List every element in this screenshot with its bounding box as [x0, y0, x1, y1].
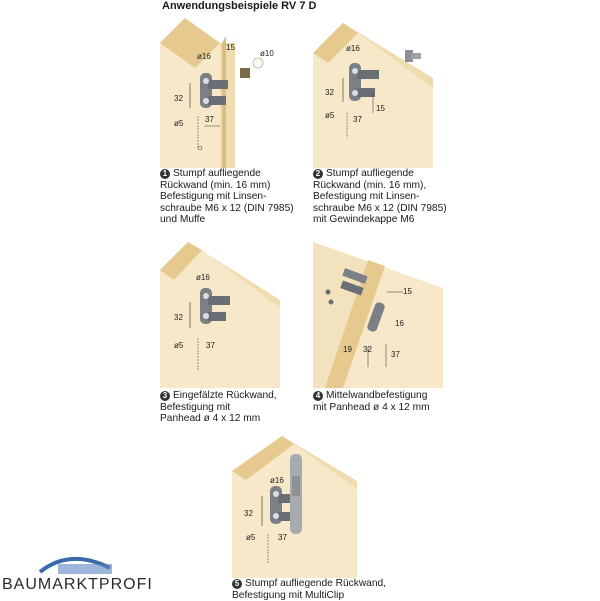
- example-4-illustration: [313, 242, 443, 388]
- caption-line: Rückwand (min. 16 mm): [160, 179, 271, 191]
- dim-hole: ø5: [174, 341, 184, 350]
- caption-line: Befestigung mit Linsen-: [313, 191, 420, 203]
- caption-line: Stumpf aufliegende: [173, 168, 261, 179]
- caption-line: schraube M6 x 12 (DIN 7985): [160, 202, 294, 214]
- baumarktprofi-logo: [0, 540, 170, 600]
- dim-top-diameter: ø16: [270, 476, 284, 485]
- dim-offset: 15: [403, 287, 412, 296]
- example-4-number: 4: [313, 391, 323, 401]
- example-1-illustration: [160, 18, 305, 168]
- dim-height: 32: [325, 88, 334, 97]
- caption-line: Rückwand (min. 16 mm),: [313, 179, 427, 191]
- caption-line: Mittelwandbefestigung: [326, 390, 428, 401]
- example-1-number: 1: [160, 169, 170, 179]
- example-2-caption: [313, 168, 463, 226]
- caption-line: Befestigung mit MultiClip: [232, 589, 345, 601]
- caption-line: Befestigung mit Linsen-: [160, 191, 267, 203]
- caption-line: Panhead ø 4 x 12 mm: [160, 413, 261, 425]
- logo-arc-icon: [0, 540, 170, 580]
- dim-top-diameter: ø16: [346, 44, 360, 53]
- dim-spacing: 37: [391, 350, 400, 359]
- dim-top-offset: 15: [226, 43, 235, 52]
- dim-hole: ø5: [246, 533, 256, 542]
- caption-line: Stumpf aufliegende: [326, 168, 414, 179]
- dim-wall: 19: [343, 345, 352, 354]
- example-5-number: 5: [232, 579, 242, 589]
- dim-top-diameter: ø16: [196, 273, 210, 282]
- example-4-caption: [313, 390, 463, 413]
- dim-spacing: 37: [353, 115, 362, 124]
- example-2-illustration: [313, 18, 448, 168]
- dim-height: 32: [174, 94, 183, 103]
- example-5-caption: [232, 578, 432, 601]
- example-2-number: 2: [313, 169, 323, 179]
- example-5-illustration: [232, 436, 362, 578]
- caption-line: Stumpf aufliegende Rückwand,: [245, 578, 387, 589]
- page-title: Anwendungsbeispiele RV 7 D: [162, 0, 317, 12]
- caption-line: Befestigung mit: [160, 401, 231, 413]
- example-3-caption: [160, 390, 310, 425]
- caption-line: und Muffe: [160, 214, 206, 226]
- caption-line: mit Panhead ø 4 x 12 mm: [313, 401, 430, 413]
- dim-muffe: ø10: [260, 49, 274, 58]
- caption-line: mit Gewindekappe M6: [313, 214, 415, 226]
- dim-hole: ø5: [174, 119, 184, 128]
- dim-height: 32: [363, 345, 372, 354]
- dim-top-diameter: ø16: [197, 52, 211, 61]
- dim-offset: 15: [376, 104, 385, 113]
- logo-text: BAUMARKTPROFI: [2, 576, 153, 593]
- dim-spacing: 37: [206, 341, 215, 350]
- dim-depth: 16: [395, 319, 404, 328]
- example-3-number: 3: [160, 391, 170, 401]
- dim-height: 32: [174, 313, 183, 322]
- example-3-illustration: [160, 240, 305, 388]
- dim-height: 32: [244, 509, 253, 518]
- caption-line: Eingefälzte Rückwand,: [173, 390, 277, 401]
- dim-spacing: 37: [278, 533, 287, 542]
- dim-spacing: 37: [205, 115, 214, 124]
- dim-hole: ø5: [325, 111, 335, 120]
- example-1-caption: [160, 168, 310, 226]
- caption-line: schraube M6 x 12 (DIN 7985): [313, 202, 447, 214]
